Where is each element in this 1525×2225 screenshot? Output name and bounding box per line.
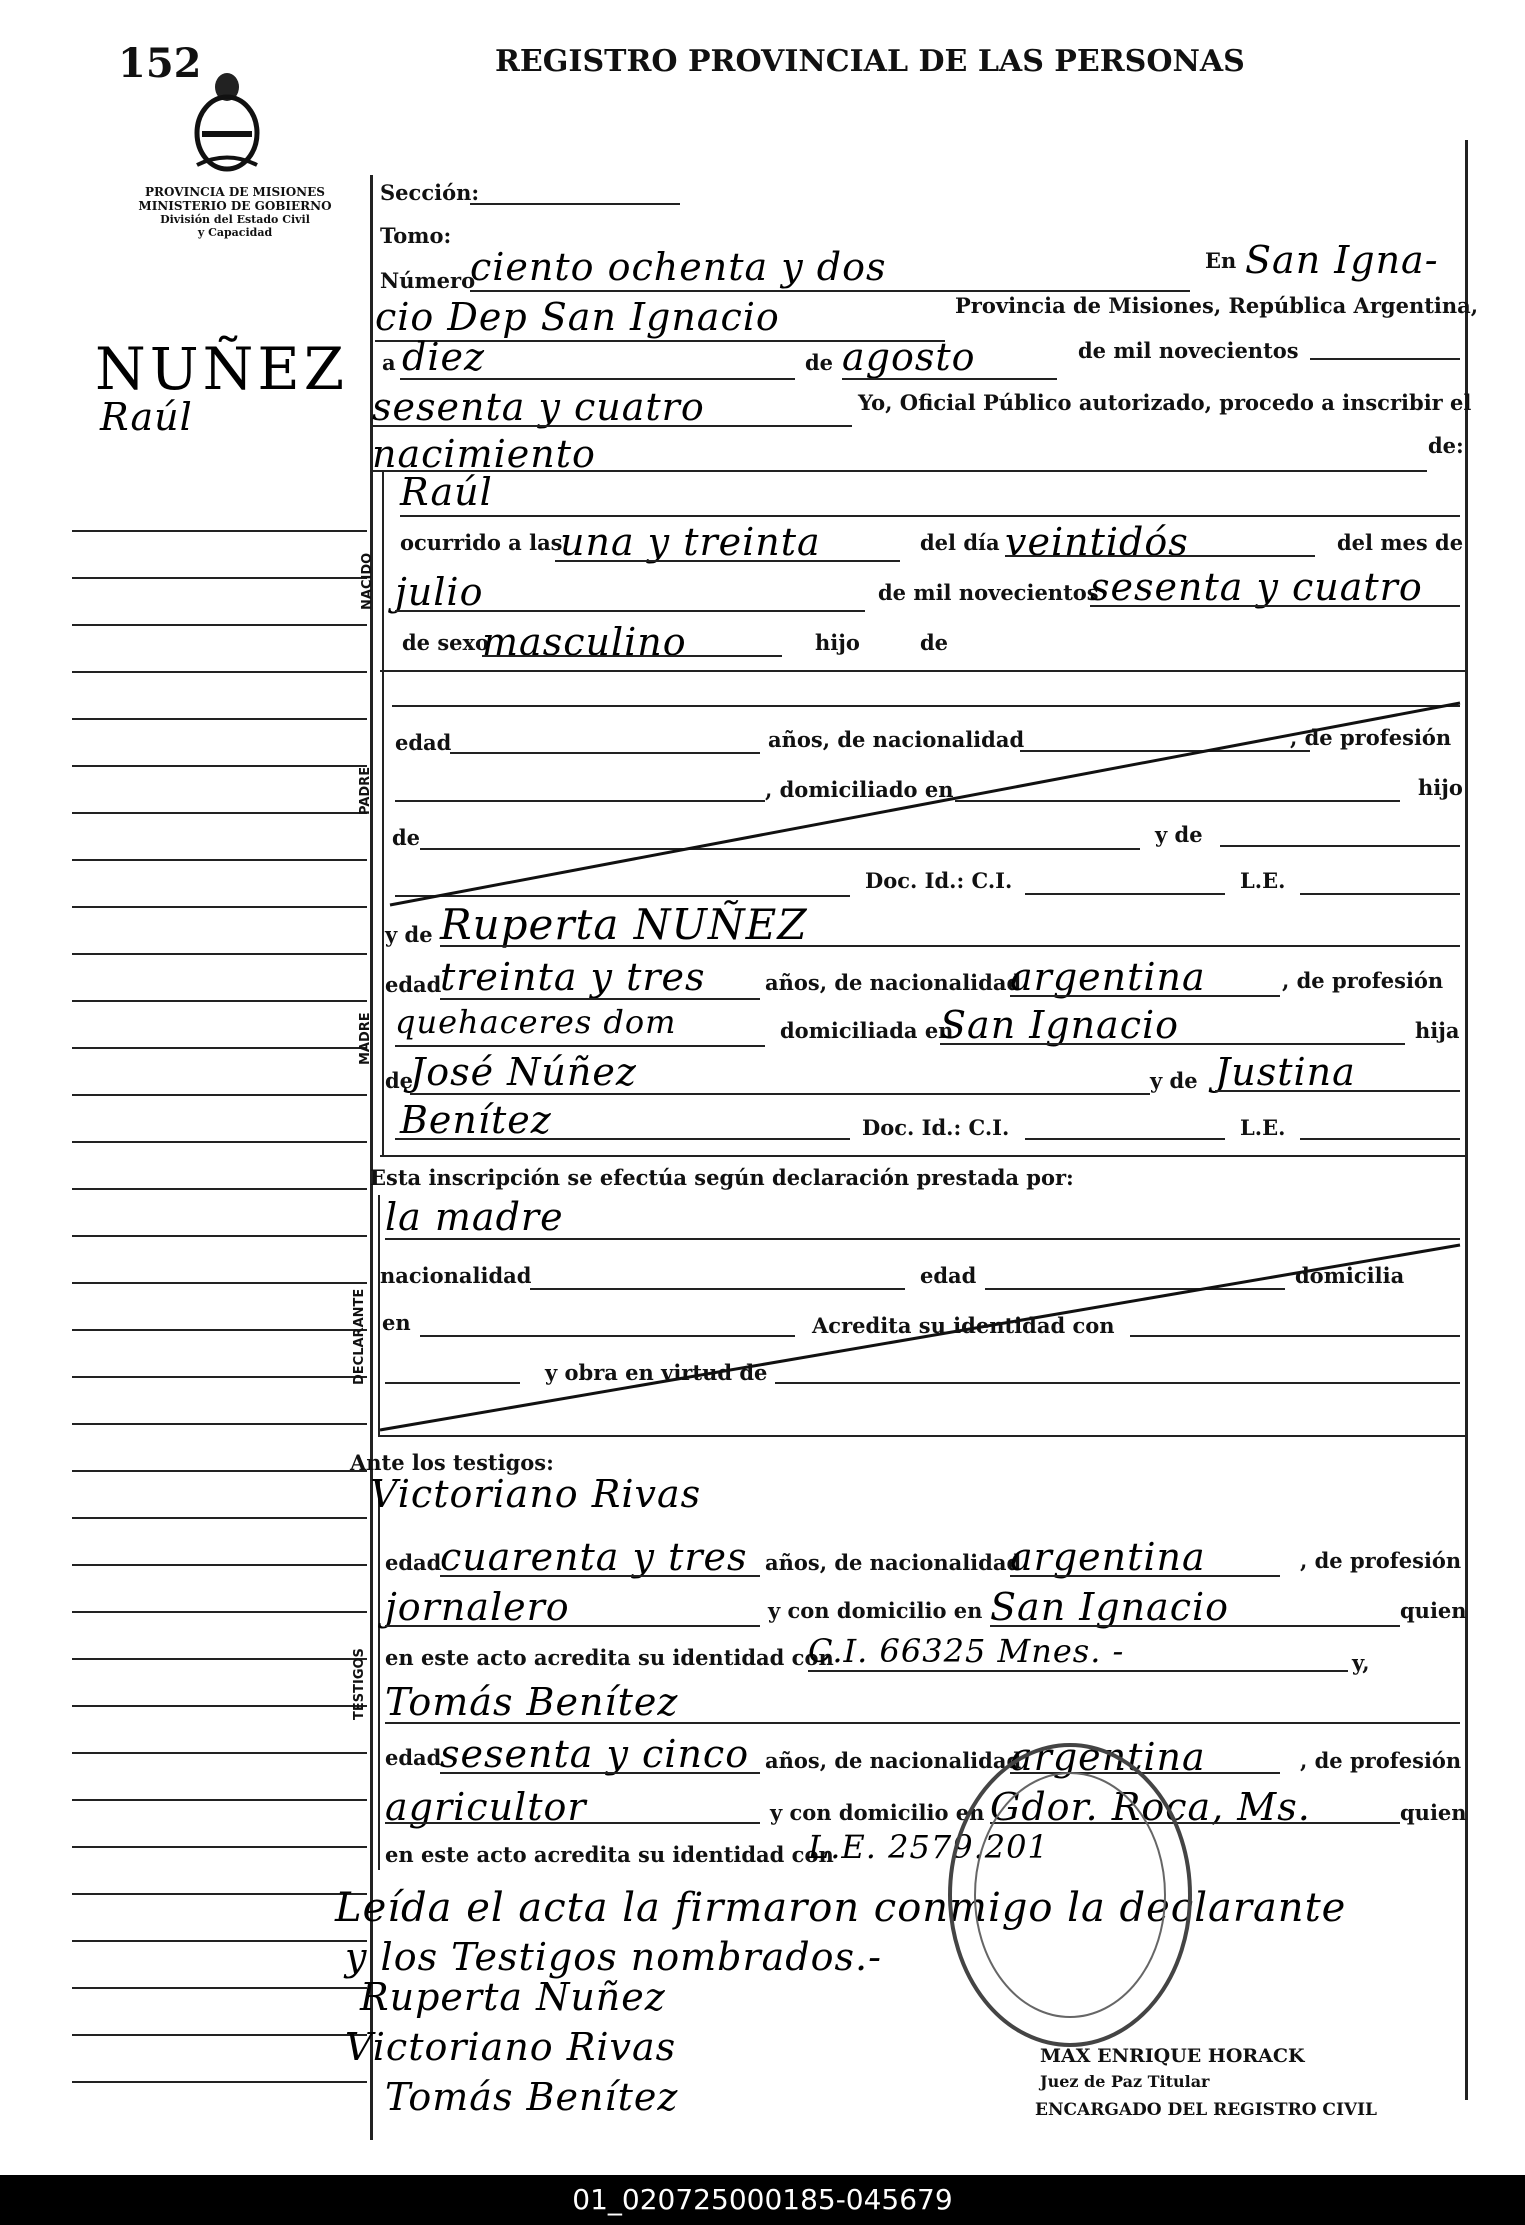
madre-y-de-label: y de [385, 922, 433, 947]
madre-profesion-value: quehaceres dom [395, 1003, 677, 1041]
padre-profesion-label: , de profesión [1290, 725, 1452, 750]
testigo1-domicilio-label: y con domicilio en [768, 1598, 983, 1623]
signature-testigo-2: Tomás Benítez [385, 2075, 679, 2119]
numero-label: Número [380, 268, 476, 293]
testigo1-acredita-label: en este acto acredita su identidad con [385, 1645, 834, 1670]
stamp-name: MAX ENRIQUE HORACK [1040, 2045, 1305, 2067]
margin-ruled-line [72, 1000, 367, 1002]
padre-y-de-label: y de [1155, 822, 1203, 847]
de-label: de [805, 350, 834, 375]
en-label: En [1205, 248, 1237, 273]
testigo1-domicilio-value: San Ignacio [990, 1585, 1230, 1629]
de-mil-nac-label: de mil novecientos [878, 580, 1099, 605]
margin-surname: NUÑEZ [95, 335, 349, 403]
testigo1-edad-label: edad [385, 1550, 442, 1575]
testigo1-documento: C.I. 66325 Mnes. - [808, 1632, 1125, 1670]
margin-ruled-line [72, 718, 367, 720]
testigo2-profesion-label: , de profesión [1300, 1748, 1462, 1773]
tomo-label: Tomo: [380, 223, 452, 248]
margin-ruled-line [72, 1517, 367, 1519]
declarante-acredita-label: Acredita su identidad con [812, 1313, 1115, 1338]
margin-ruled-line [72, 2081, 367, 2083]
padre-edad-label: edad [395, 730, 452, 755]
del-mes-label: del mes de [1337, 530, 1464, 555]
madre-nombre: Ruperta NUÑEZ [440, 900, 808, 949]
madre-domicilio-value: San Ignacio [940, 1003, 1180, 1047]
padre-de-label: de [392, 825, 421, 850]
del-dia-label: del día [920, 530, 1000, 555]
testigo1-anios-label: años, de nacionalidad [765, 1550, 1022, 1575]
testigo2-acredita-label: en este acto acredita su identidad con [385, 1842, 834, 1867]
anio-value: sesenta y cuatro [372, 385, 705, 429]
margin-ruled-line [72, 1047, 367, 1049]
margin-ruled-line [72, 1141, 367, 1143]
declarante-edad-label: edad [920, 1263, 977, 1288]
declarante-en-label: en [382, 1310, 411, 1335]
numero-value: ciento ochenta y dos [470, 245, 887, 289]
margin-ruled-line [72, 1987, 367, 1989]
declarante-void-slash [380, 1240, 1465, 1435]
provincia-label: Provincia de Misiones, República Argentina, [955, 293, 1479, 318]
madre-label: MADRE [358, 1012, 373, 1065]
testigo1-quien-label: quien [1400, 1598, 1467, 1623]
padre-doc-label: Doc. Id.: C.I. [865, 868, 1013, 893]
margin-ruled-line [72, 1094, 367, 1096]
madre-padre-value: José Núñez [410, 1050, 637, 1094]
acto-value: nacimiento [372, 432, 596, 476]
testigo2-profesion-value: agricultor [385, 1785, 587, 1829]
mes-value: agosto [842, 335, 976, 379]
margin-ruled-line [72, 1564, 367, 1566]
de-colon-label: de: [1428, 433, 1464, 458]
a-label: a [382, 350, 396, 375]
testigo2-nacionalidad: argentina [1010, 1735, 1206, 1779]
testigo2-quien-label: quien [1400, 1800, 1467, 1825]
oficial-text: Yo, Oficial Público autorizado, procedo a inscribir el [858, 390, 1472, 415]
margin-ruled-line [72, 1329, 367, 1331]
ocurrido-label: ocurrido a las [400, 530, 563, 555]
margin-ruled-line [72, 1752, 367, 1754]
margin-ruled-line [72, 1282, 367, 1284]
padre-void-slash [380, 695, 1465, 910]
testigo2-edad-label: edad [385, 1745, 442, 1770]
margin-ruled-line [72, 812, 367, 814]
testigo1-profesion-value: jornalero [385, 1585, 570, 1629]
dia-value: diez [402, 335, 485, 379]
signature-declarante: Ruperta Nuñez [360, 1975, 666, 2019]
testigo2-edad-value: sesenta y cinco [440, 1732, 750, 1776]
testigos-intro: Ante los testigos: [350, 1450, 554, 1475]
margin-ruled-line [72, 1658, 367, 1660]
madre-anios-label: años, de nacionalidad [765, 970, 1022, 995]
margin-ruled-line [72, 1235, 367, 1237]
margin-ruled-line [72, 953, 367, 955]
margin-ruled-line [72, 624, 367, 626]
sexo-value: masculino [482, 620, 687, 664]
closing-line-1: Leída el acta la firmaron conmigo la declarante [335, 1885, 1347, 1931]
testigo2-anios-label: años, de nacionalidad [765, 1748, 1022, 1773]
madre-le-label: L.E. [1240, 1115, 1286, 1140]
margin-name: Raúl [100, 395, 193, 439]
madre-madre-value-2: Benítez [400, 1098, 552, 1142]
padre-label: PADRE [358, 766, 373, 815]
lugar-value: cio Dep San Ignacio [375, 295, 780, 339]
org-block: PROVINCIA DE MISIONES MINISTERIO DE GOBIERNO División del Estado Civil y Capacidad [138, 185, 332, 239]
margin-ruled-line [72, 671, 367, 673]
testigo1-nacionalidad: argentina [1010, 1535, 1206, 1579]
declarante-intro: Esta inscripción se efectúa según declaración prestada por: [370, 1165, 1074, 1190]
margin-ruled-line [72, 1799, 367, 1801]
folio-number: 152 [118, 40, 202, 87]
margin-ruled-line [72, 1188, 367, 1190]
dia-nacimiento: veintidós [1005, 520, 1189, 564]
seccion-label: Sección: [380, 180, 480, 205]
madre-de-label: de [385, 1068, 414, 1093]
declarante-domicilia-label: domicilia [1295, 1263, 1405, 1288]
padre-anios-label: años, de nacionalidad [768, 727, 1025, 752]
testigo1-nombre: Victoriano Rivas [370, 1472, 702, 1516]
testigo1-edad-value: cuarenta y tres [440, 1535, 748, 1579]
declarante-label: DECLARANTE [352, 1288, 367, 1385]
image-id-bar: 01_020725000185-045679 [0, 2175, 1525, 2225]
madre-edad-label: edad [385, 972, 442, 997]
declarante-obra-label: y obra en virtud de [545, 1360, 768, 1385]
stamp-title: Juez de Paz Titular [1040, 2072, 1210, 2091]
hijo-label: hijo [815, 630, 860, 655]
margin-ruled-line [72, 1893, 367, 1895]
declarante-nacionalidad-label: nacionalidad [380, 1263, 532, 1288]
margin-ruled-line [72, 859, 367, 861]
margin-ruled-line [72, 1846, 367, 1848]
testigo1-y-label: y, [1352, 1650, 1370, 1675]
madre-y-de2-label: y de [1150, 1068, 1198, 1093]
madre-profesion-label: , de profesión [1282, 968, 1444, 993]
margin-ruled-line [72, 577, 367, 579]
testigo2-nombre: Tomás Benítez [385, 1680, 679, 1724]
anio-nacimiento: sesenta y cuatro [1090, 565, 1423, 609]
page-title: REGISTRO PROVINCIAL DE LAS PERSONAS [495, 44, 1245, 79]
en-value: San Igna- [1245, 238, 1439, 282]
madre-nacionalidad: argentina [1010, 955, 1206, 999]
padre-le-label: L.E. [1240, 868, 1286, 893]
margin-ruled-line [72, 1940, 367, 1942]
declarante-value: la madre [385, 1195, 564, 1239]
nacido-label: NACIDO [360, 552, 375, 610]
testigos-label: TESTIGOS [352, 1648, 367, 1720]
testigo2-domicilio-value: Gdor. Roca, Ms. [990, 1785, 1311, 1829]
de-mil-label: de mil novecientos [1078, 338, 1299, 363]
margin-ruled-line [72, 1705, 367, 1707]
padre-domiciliado-label: , domiciliado en [765, 777, 954, 802]
madre-edad-value: treinta y tres [440, 955, 706, 999]
margin-ruled-line [72, 1423, 367, 1425]
coat-of-arms-icon [192, 55, 262, 175]
margin-ruled-line [72, 2034, 367, 2036]
testigo2-domicilio-label: y con domicilio en [770, 1800, 985, 1825]
hijo-de-label: de [920, 630, 949, 655]
testigo2-documento: L.E. 2579.201 [808, 1828, 1049, 1866]
margin-ruled-line [72, 1611, 367, 1613]
official-seal-icon [935, 1730, 1205, 2060]
nacido-nombre: Raúl [400, 470, 493, 514]
hora-value: una y treinta [560, 520, 821, 564]
testigo1-profesion-label: , de profesión [1300, 1548, 1462, 1573]
madre-doc-label: Doc. Id.: C.I. [862, 1115, 1010, 1140]
madre-madre-value: Justina [1215, 1050, 1356, 1094]
madre-hija-label: hija [1415, 1018, 1460, 1043]
margin-ruled-line [72, 765, 367, 767]
padre-hijo-label: hijo [1418, 775, 1463, 800]
signature-testigo-1: Victoriano Rivas [345, 2025, 677, 2069]
margin-ruled-line [72, 906, 367, 908]
margin-ruled-line [72, 1470, 367, 1472]
margin-ruled-line [72, 1376, 367, 1378]
margin-ruled-line [72, 530, 367, 532]
stamp-office: ENCARGADO DEL REGISTRO CIVIL [1035, 2100, 1378, 2120]
sexo-label: de sexo [402, 630, 490, 655]
closing-line-2: y los Testigos nombrados.- [345, 1935, 882, 1979]
madre-domiciliada-label: domiciliada en [780, 1018, 954, 1043]
mes-nacimiento: julio [395, 570, 484, 614]
